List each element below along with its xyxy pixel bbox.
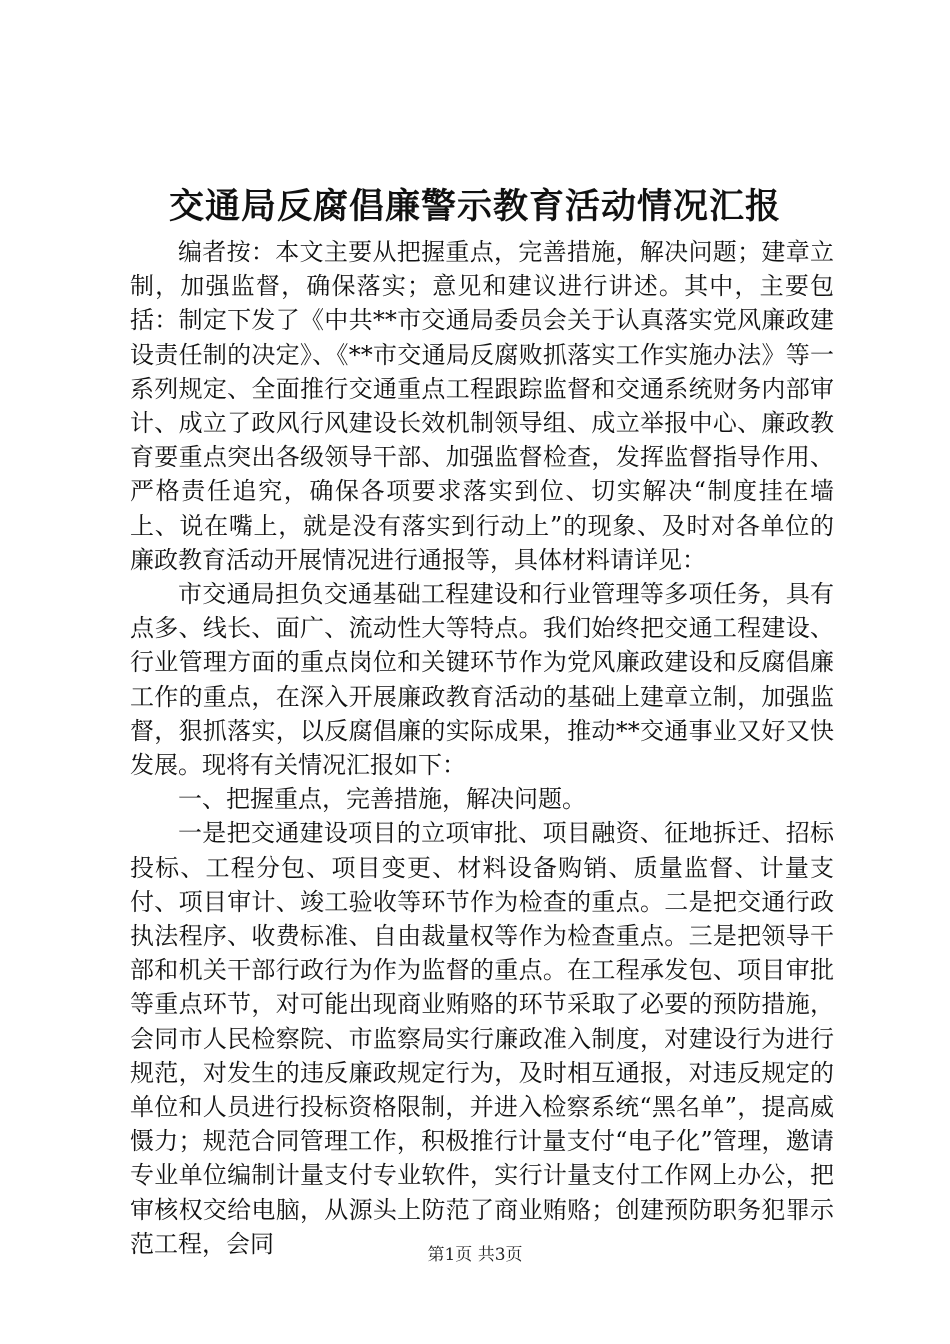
document-body [130, 235, 834, 1261]
paragraph-editor-note: 编者按：本文主要从把握重点，完善措施，解决问题；建章立制，加强监督，确保落实；意见和建议进行讲述。其中，主要包括：制定下发了《中共**市交通局委员会关于认真落实党风廉政建设责任制的决定》、《**市交通局反腐败抓落实工作实施办法》等一系列规定、全面推行交通重点工程跟踪监督和交通系统财务内部审计、成立了政风行风建设长效机制领导组、成立举报中心、廉政教育要重点突出各级领导干部、加强监督检查，发挥监督指导作用、严格责任追究，确保各项要求落实到位、切实解决“制度挂在墙上、说在嘴上，就是没有落实到行动上”的现象、及时对各单位的廉政教育活动开展情况进行通报等，具体材料请详见： [130, 238, 834, 574]
page-footer: 第1页 共3页 [427, 1245, 523, 1265]
paragraph-intro: 市交通局担负交通基础工程建设和行业管理等多项任务，具有点多、线长、面广、流动性大等特点。我们始终把交通工程建设、行业管理方面的重点岗位和关键环节作为党风廉政建设和反腐倡廉工作的重点，在深入开展廉政教育活动的基础上建章立制，加强监督，狠抓落实，以反腐倡廉的实际成果，推动**交通事业又好又快发展。现将有关情况汇报如下： [130, 580, 834, 780]
section-heading-1: 一、把握重点，完善措施，解决问题。 [178, 785, 586, 814]
document-title: 交通局反腐倡廉警示教育活动情况汇报 [168, 186, 781, 227]
paragraph-section-1-body: 一是把交通建设项目的立项审批、项目融资、征地拆迁、招标投标、工程分包、项目变更、材料设备购销、质量监督、计量支付、项目审计、竣工验收等环节作为检查的重点。二是把交通行政执法程序、收费标准、自由裁量权等作为检查重点。三是把领导干部和机关干部行政行为作为监督的重点。在工程承发包、项目审批等重点环节，对可能出现商业贿赂的环节采取了必要的预防措施，会同市人民检察院、市监察局实行廉政准入制度，对建设行为进行规范，对发生的违反廉政规定行为，及时相互通报，对违反规定的单位和人员进行投标资格限制，并进入检察系统“黑名单”，提高威慑力；规范合同管理工作，积极推行计量支付“电子化”管理，邀请专业单位编制计量支付专业软件，实行计量支付工作网上办公，把审核权交给电脑，从源头上防范了商业贿赂；创建预防职务犯罪示范工程，会同 [130, 819, 834, 1258]
